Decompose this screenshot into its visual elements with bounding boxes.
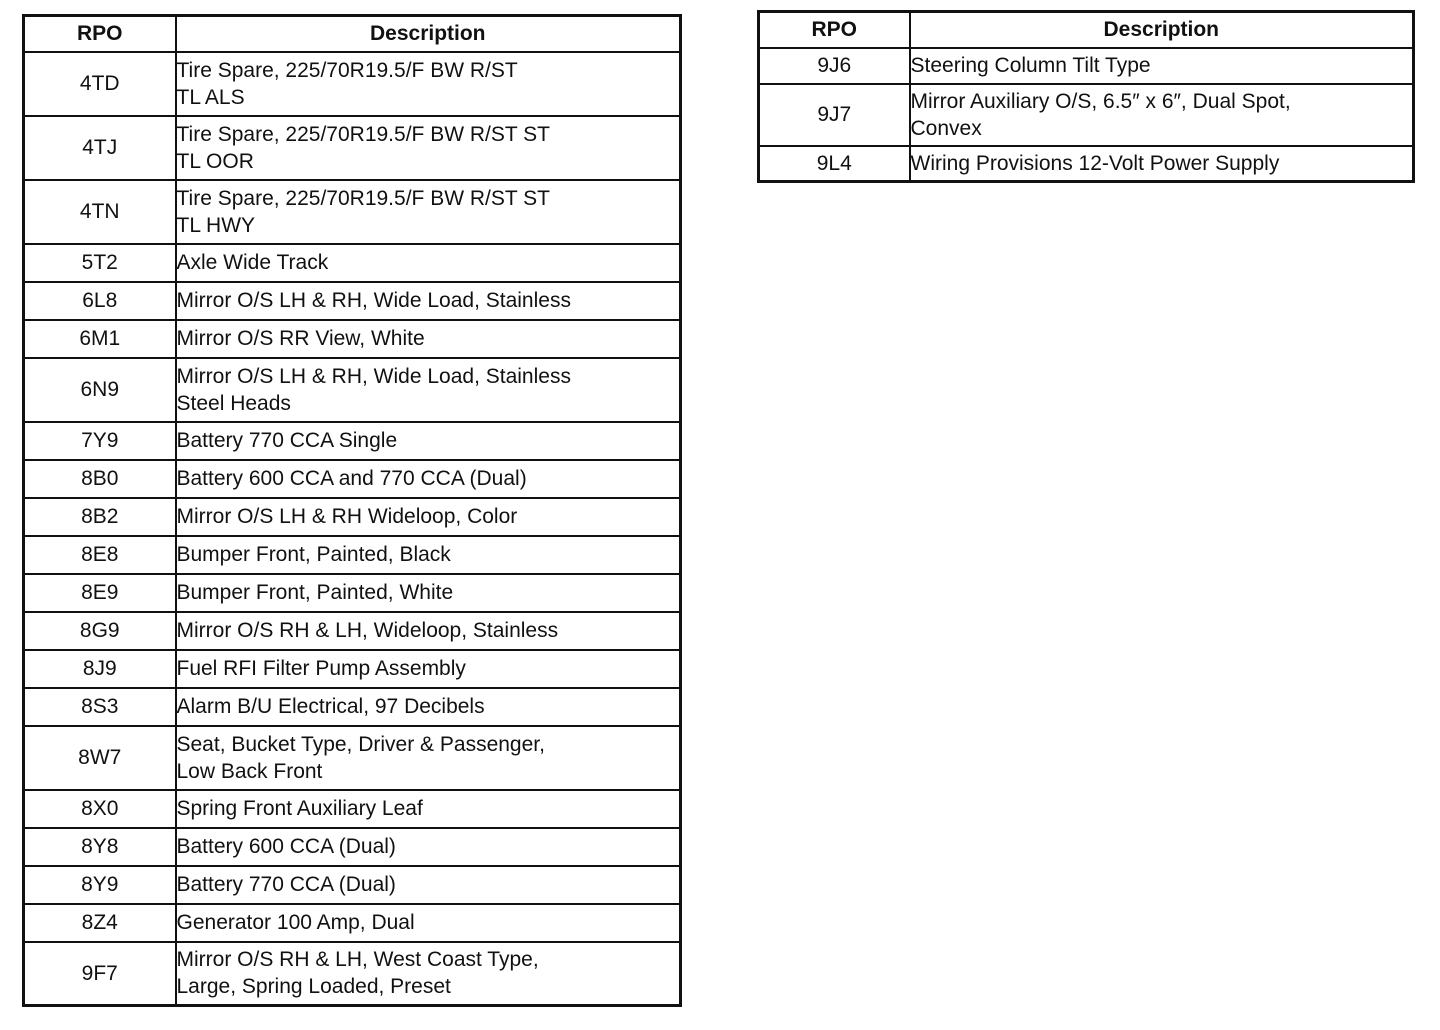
description-cell xyxy=(176,904,681,942)
description-cell xyxy=(176,790,681,828)
rpo-code: 9F7 xyxy=(24,942,176,1006)
description-text: Tire Spare, 225/70R19.5/F BW R/ST ST TL OOR xyxy=(176,122,550,173)
rpo-code: 8S3 xyxy=(24,688,176,726)
description-cell xyxy=(176,828,681,866)
description-text: Steering Column Tilt Type xyxy=(910,54,1151,77)
description-cell xyxy=(910,84,1414,146)
table-row xyxy=(24,244,681,282)
rpo-code: 6M1 xyxy=(24,320,176,358)
description-text: Seat, Bucket Type, Driver & Passenger, Low Back Front xyxy=(176,732,545,783)
description-text: Mirror O/S RR View, White xyxy=(176,327,425,350)
description-text: Bumper Front, Painted, White xyxy=(176,581,454,604)
column-header-rpo: RPO xyxy=(24,16,176,52)
description-cell xyxy=(176,536,681,574)
description-text: Mirror O/S RH & LH, West Coast Type, Large, Spring Loaded, Preset xyxy=(176,948,539,999)
description-text: Generator 100 Amp, Dual xyxy=(176,911,415,934)
rpo-code: 6L8 xyxy=(24,282,176,320)
description-text: Battery 770 CCA (Dual) xyxy=(176,873,396,896)
table-row xyxy=(24,536,681,574)
description-text: Alarm B/U Electrical, 97 Decibels xyxy=(176,695,485,718)
table-row xyxy=(24,498,681,536)
table-row xyxy=(24,574,681,612)
description-text: Battery 600 CCA and 770 CCA (Dual) xyxy=(176,467,527,490)
table-row xyxy=(24,52,681,116)
description-text: Bumper Front, Painted, Black xyxy=(176,543,451,566)
description-text: Tire Spare, 225/70R19.5/F BW R/ST TL ALS xyxy=(176,58,518,109)
description-cell xyxy=(176,650,681,688)
table-row xyxy=(24,460,681,498)
table-header-row xyxy=(759,12,1414,48)
table-row xyxy=(759,84,1414,146)
rpo-code: 8G9 xyxy=(24,612,176,650)
table-row xyxy=(24,282,681,320)
description-text: Mirror O/S LH & RH, Wide Load, Stainless xyxy=(176,289,571,312)
description-cell xyxy=(176,116,681,180)
description-cell xyxy=(176,726,681,790)
rpo-code: 8X0 xyxy=(24,790,176,828)
table-row xyxy=(24,866,681,904)
rpo-code: 4TN xyxy=(24,180,176,244)
description-text: Battery 600 CCA (Dual) xyxy=(176,835,396,858)
rpo-code: 8E8 xyxy=(24,536,176,574)
rpo-code: 8J9 xyxy=(24,650,176,688)
table-row xyxy=(24,612,681,650)
description-cell xyxy=(176,612,681,650)
rpo-code: 8Y9 xyxy=(24,866,176,904)
description-text: Mirror O/S LH & RH, Wide Load, Stainless Steel Heads xyxy=(176,364,571,415)
rpo-table-right xyxy=(757,10,1415,183)
description-cell xyxy=(176,180,681,244)
description-cell xyxy=(176,358,681,422)
table-row xyxy=(24,358,681,422)
table-row xyxy=(24,942,681,1006)
description-cell xyxy=(176,422,681,460)
description-cell xyxy=(176,574,681,612)
column-header-description: Description xyxy=(910,12,1414,48)
description-cell xyxy=(176,244,681,282)
description-cell xyxy=(910,48,1414,84)
column-header-rpo: RPO xyxy=(759,12,910,48)
description-cell xyxy=(176,498,681,536)
rpo-code: 9J7 xyxy=(759,84,910,146)
description-cell xyxy=(176,866,681,904)
description-text: Tire Spare, 225/70R19.5/F BW R/ST ST TL HWY xyxy=(176,186,550,237)
rpo-code: 5T2 xyxy=(24,244,176,282)
column-header-description: Description xyxy=(176,16,681,52)
rpo-code: 9L4 xyxy=(759,146,910,182)
rpo-code: 8E9 xyxy=(24,574,176,612)
description-text: Mirror Auxiliary O/S, 6.5″ x 6″, Dual Spot, Convex xyxy=(910,89,1291,140)
table-row xyxy=(24,180,681,244)
description-cell xyxy=(176,460,681,498)
table-row xyxy=(759,48,1414,84)
table-row xyxy=(24,650,681,688)
table-row xyxy=(24,790,681,828)
description-text: Mirror O/S RH & LH, Wideloop, Stainless xyxy=(176,619,559,642)
rpo-code: 8W7 xyxy=(24,726,176,790)
rpo-code: 9J6 xyxy=(759,48,910,84)
description-cell xyxy=(176,688,681,726)
description-cell xyxy=(176,320,681,358)
rpo-code: 6N9 xyxy=(24,358,176,422)
description-text: Battery 770 CCA Single xyxy=(176,429,398,452)
description-text: Axle Wide Track xyxy=(176,251,329,274)
table-row xyxy=(24,320,681,358)
rpo-code: 4TD xyxy=(24,52,176,116)
description-cell xyxy=(176,942,681,1006)
rpo-code: 4TJ xyxy=(24,116,176,180)
rpo-code: 8B2 xyxy=(24,498,176,536)
description-text: Wiring Provisions 12-Volt Power Supply xyxy=(910,151,1280,175)
description-cell xyxy=(176,282,681,320)
table-row xyxy=(24,904,681,942)
description-cell xyxy=(176,52,681,116)
table-row xyxy=(24,726,681,790)
table-row xyxy=(24,116,681,180)
rpo-table-left xyxy=(22,14,682,1007)
table-header-row xyxy=(24,16,681,52)
description-text: Fuel RFI Filter Pump Assembly xyxy=(176,657,466,680)
table-row xyxy=(24,422,681,460)
description-cell xyxy=(910,146,1414,182)
table-row xyxy=(24,828,681,866)
rpo-code: 8Y8 xyxy=(24,828,176,866)
description-text: Mirror O/S LH & RH Wideloop, Color xyxy=(176,505,518,528)
rpo-code: 8B0 xyxy=(24,460,176,498)
rpo-code: 7Y9 xyxy=(24,422,176,460)
rpo-code: 8Z4 xyxy=(24,904,176,942)
description-text: Spring Front Auxiliary Leaf xyxy=(176,797,423,820)
table-row xyxy=(759,146,1414,182)
table-row xyxy=(24,688,681,726)
